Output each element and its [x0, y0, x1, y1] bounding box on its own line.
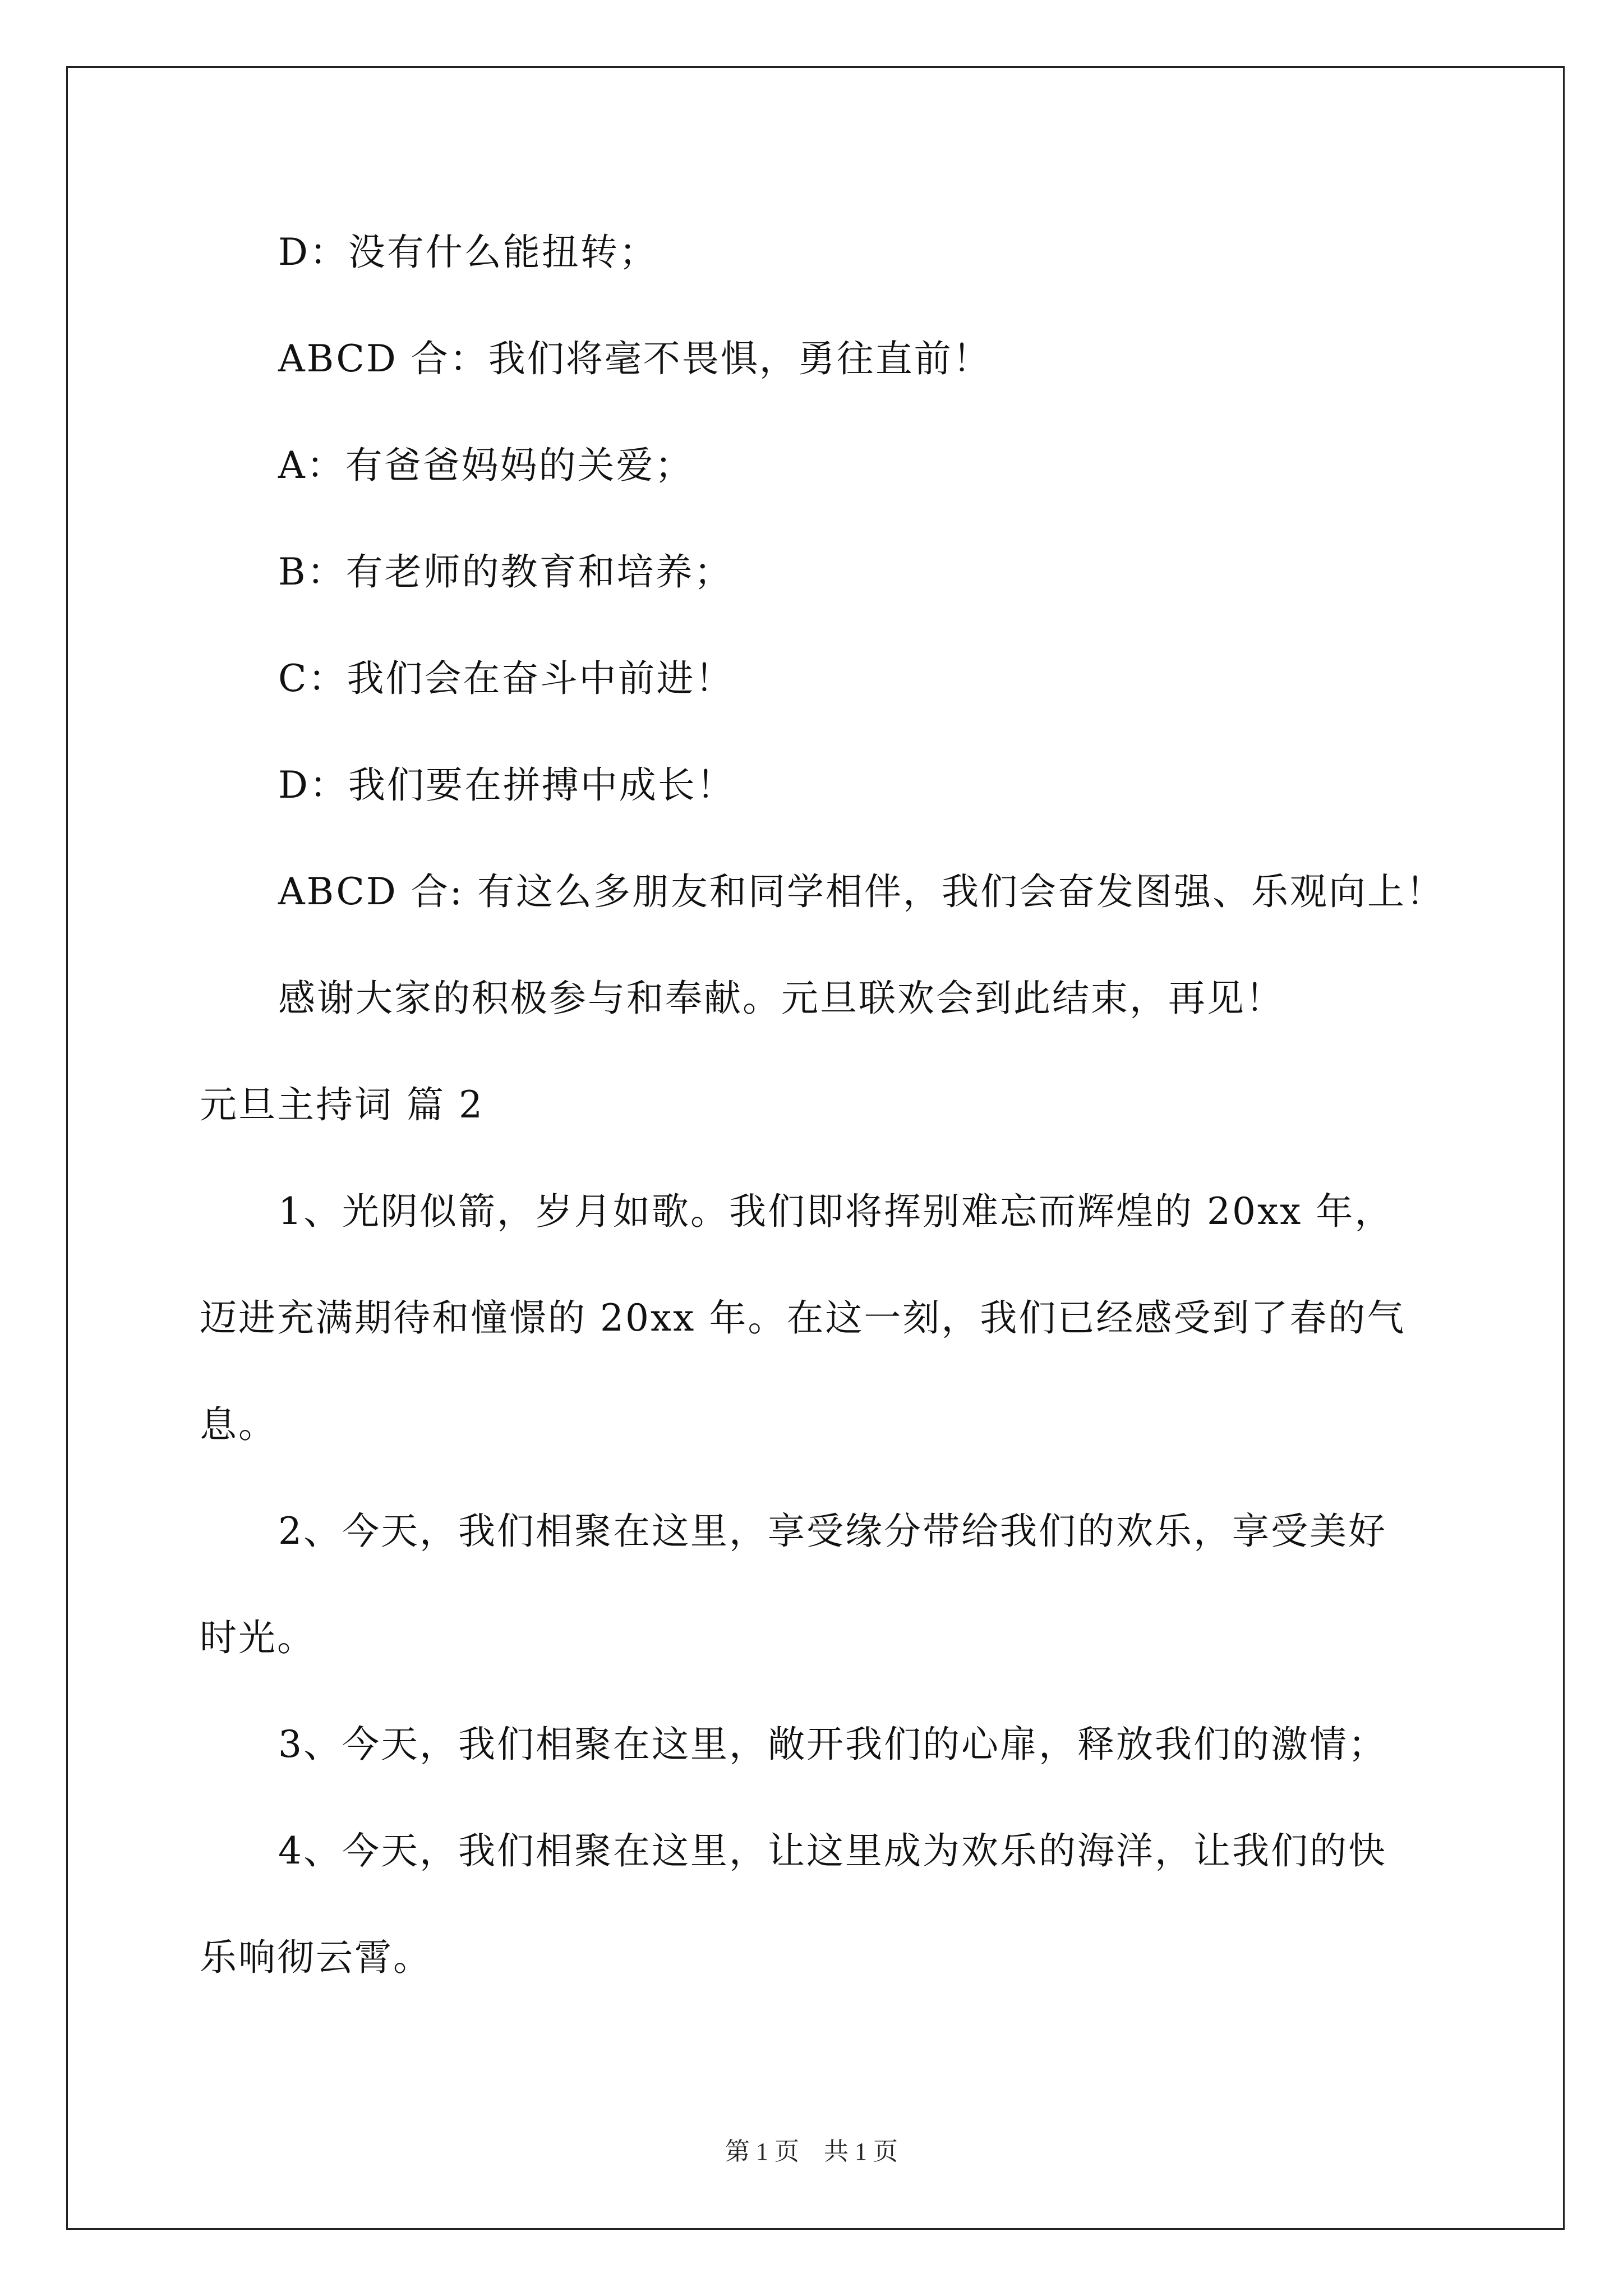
- closing-line: 感谢大家的积极参与和奉献。元旦联欢会到此结束，再见！: [278, 977, 1284, 1020]
- page-border: [66, 66, 1565, 2230]
- paragraph-3-line-1: 3、今天，我们相聚在这里，敞开我们的心扉，释放我们的激情；: [278, 1723, 1387, 1766]
- paragraph-1-line-1: 1、光阴似箭，岁月如歌。我们即将挥别难忘而辉煌的 20xx 年，: [278, 1190, 1394, 1233]
- dialogue-line-b: B：有老师的教育和培养；: [278, 550, 733, 593]
- dialogue-line-a: A：有爸爸妈妈的关爱；: [278, 444, 694, 487]
- dialogue-line-c: C：我们会在奋斗中前进！: [278, 657, 734, 700]
- paragraph-1-line-3: 息。: [200, 1403, 277, 1446]
- paragraph-4-line-2: 乐响彻云霄。: [200, 1936, 432, 1979]
- dialogue-line-d-2: D：我们要在拼搏中成长！: [278, 763, 735, 807]
- dialogue-line-abcd-1: ABCD 合：我们将毫不畏惧，勇往直前！: [278, 337, 992, 380]
- section-heading: 元旦主持词 篇 2: [200, 1083, 484, 1126]
- dialogue-line-abcd-2: ABCD 合: 有这么多朋友和同学相伴，我们会奋发图强、乐观向上！: [278, 870, 1445, 913]
- paragraph-4-line-1: 4、今天，我们相聚在这里，让这里成为欢乐的海洋，让我们的快: [278, 1829, 1387, 1872]
- dialogue-line-d-1: D：没有什么能扭转；: [278, 231, 658, 274]
- paragraph-1-line-2: 迈进充满期待和憧憬的 20xx 年。在这一刻，我们已经感受到了春的气: [200, 1296, 1406, 1340]
- page-footer: 第 1 页 共 1 页: [725, 2138, 898, 2165]
- paragraph-2-line-2: 时光。: [200, 1616, 316, 1659]
- paragraph-2-line-1: 2、今天，我们相聚在这里，享受缘分带给我们的欢乐，享受美好: [278, 1510, 1387, 1553]
